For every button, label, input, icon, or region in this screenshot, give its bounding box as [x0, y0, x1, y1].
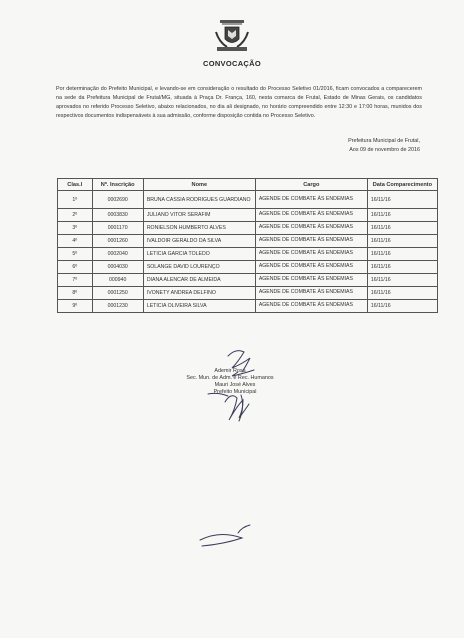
table-row	[58, 248, 438, 261]
cell-cargo: AGENDE DE COMBATE ÀS ENDEMIAS	[255, 300, 367, 313]
cell-data: 16/11/16	[367, 209, 437, 222]
page-title: CONVOCAÇÃO	[202, 59, 261, 68]
signature-mark	[200, 534, 242, 546]
cell-nome: LETICIA GARCIA TOLEDO	[143, 248, 255, 261]
signature-mayor	[165, 382, 305, 396]
table-header-row	[58, 179, 438, 191]
intro-paragraph: Por determinação do Prefeito Municipal, e levando-se em consideração o resultado do Processo Seletivo 01/2016, ficam convocados a comparecerem na sede da Prefeitura Municipal de Frutal/MG, situada à Praça Dr. França, 160, nesta comarca de Frutal, Estado de Minas Gerais, os candidatos aprovados no referido Processo Seletivo, abaixo relacionados, no dia ali designado, no horário compreendido entre 12:30 e 17:00 horas, munidos dos respectivos documentos indispensáveis à sua admissão, conforme disposição contida no Processo Seletivo.	[56, 86, 422, 119]
cell-nome: SOLANGE DAVID LOURENÇO	[143, 261, 255, 274]
cell-inscricao: 0004030	[92, 261, 143, 274]
cell-clas: 4º	[58, 235, 93, 248]
cell-inscricao: 0001250	[92, 287, 143, 300]
cell-cargo: AGENDE DE COMBATE ÀS ENDEMIAS	[255, 235, 367, 248]
cell-inscricao: 0002040	[92, 248, 143, 261]
table-row	[58, 222, 438, 235]
signature-mark	[239, 395, 243, 421]
col-nome: Nome	[143, 179, 255, 191]
cell-clas: 8º	[58, 287, 93, 300]
cell-nome: IVONETY ANDREA DELFINO	[143, 287, 255, 300]
table-row	[58, 300, 438, 313]
signature-mark	[225, 396, 249, 420]
cell-cargo: AGENDE DE COMBATE ÀS ENDEMIAS	[255, 209, 367, 222]
table-row	[58, 274, 438, 287]
cell-nome: JULIANO VITOR SERAFIM	[143, 209, 255, 222]
cell-cargo: AGENDE DE COMBATE ÀS ENDEMIAS	[255, 191, 367, 209]
cell-inscricao: 000940	[92, 274, 143, 287]
signature-mark	[238, 525, 250, 533]
cell-clas: 5º	[58, 248, 93, 261]
table-row	[58, 235, 438, 248]
cell-clas: 9º	[58, 300, 93, 313]
cell-cargo: AGENDE DE COMBATE ÀS ENDEMIAS	[255, 261, 367, 274]
cell-cargo: AGENDE DE COMBATE ÀS ENDEMIAS	[255, 222, 367, 235]
cell-data: 16/11/16	[367, 235, 437, 248]
cell-data: 16/11/16	[367, 287, 437, 300]
col-clas: Clas.l	[58, 179, 93, 191]
cell-nome: DIANA ALENCAR DE ALMEIDA	[143, 274, 255, 287]
cell-inscricao: 0003830	[92, 209, 143, 222]
signature-secretary	[165, 368, 295, 382]
cell-nome: RONIELSON HUMBERTO ALVES	[143, 222, 255, 235]
cell-clas: 6º	[58, 261, 93, 274]
cell-inscricao: 0002690	[92, 191, 143, 209]
secretary-role: Sec. Mun. de Adm. e Rec. Humanos	[186, 375, 274, 381]
cell-cargo: AGENDE DE COMBATE ÀS ENDEMIAS	[255, 248, 367, 261]
cell-nome: LETICIA OLIVEIRA SILVA	[143, 300, 255, 313]
cell-inscricao: 0001260	[92, 235, 143, 248]
table-row	[58, 261, 438, 274]
cell-nome: BRUNA CASSIA RODRIGUES GUARDIANO	[143, 191, 255, 209]
cell-data: 16/11/16	[367, 261, 437, 274]
cell-cargo: AGENDE DE COMBATE ÀS ENDEMIAS	[255, 274, 367, 287]
col-inscricao: Nº. Inscrição	[92, 179, 143, 191]
cell-nome: IVALDOIR GERALDO DA SILVA	[143, 235, 255, 248]
cell-data: 16/11/16	[367, 274, 437, 287]
col-data: Data Comparecimento	[367, 179, 437, 191]
cell-data: 16/11/16	[367, 222, 437, 235]
date-line: Aos 09 de novembro de 2016	[349, 147, 420, 153]
candidates-table	[57, 178, 438, 313]
place-date	[348, 137, 420, 155]
cell-cargo: AGENDE DE COMBATE ÀS ENDEMIAS	[255, 287, 367, 300]
mayor-role: Prefeito Municipal	[213, 389, 257, 395]
coat-of-arms-icon	[211, 18, 253, 54]
table-row	[58, 191, 438, 209]
mayor-name: Mauri José Alves	[214, 382, 256, 388]
cell-clas: 7º	[58, 274, 93, 287]
place-line: Prefeitura Municipal de Frutal,	[348, 138, 420, 144]
table-row	[58, 287, 438, 300]
cell-clas: 2º	[58, 209, 93, 222]
cell-clas: 3º	[58, 222, 93, 235]
cell-data: 16/11/16	[367, 248, 437, 261]
col-cargo: Cargo	[255, 179, 367, 191]
cell-inscricao: 0001170	[92, 222, 143, 235]
cell-clas: 1º	[58, 191, 93, 209]
cell-data: 16/11/16	[367, 300, 437, 313]
secretary-name: Ademir Rosa	[214, 368, 246, 374]
table-row	[58, 209, 438, 222]
cell-inscricao: 0001230	[92, 300, 143, 313]
cell-data: 16/11/16	[367, 191, 437, 209]
